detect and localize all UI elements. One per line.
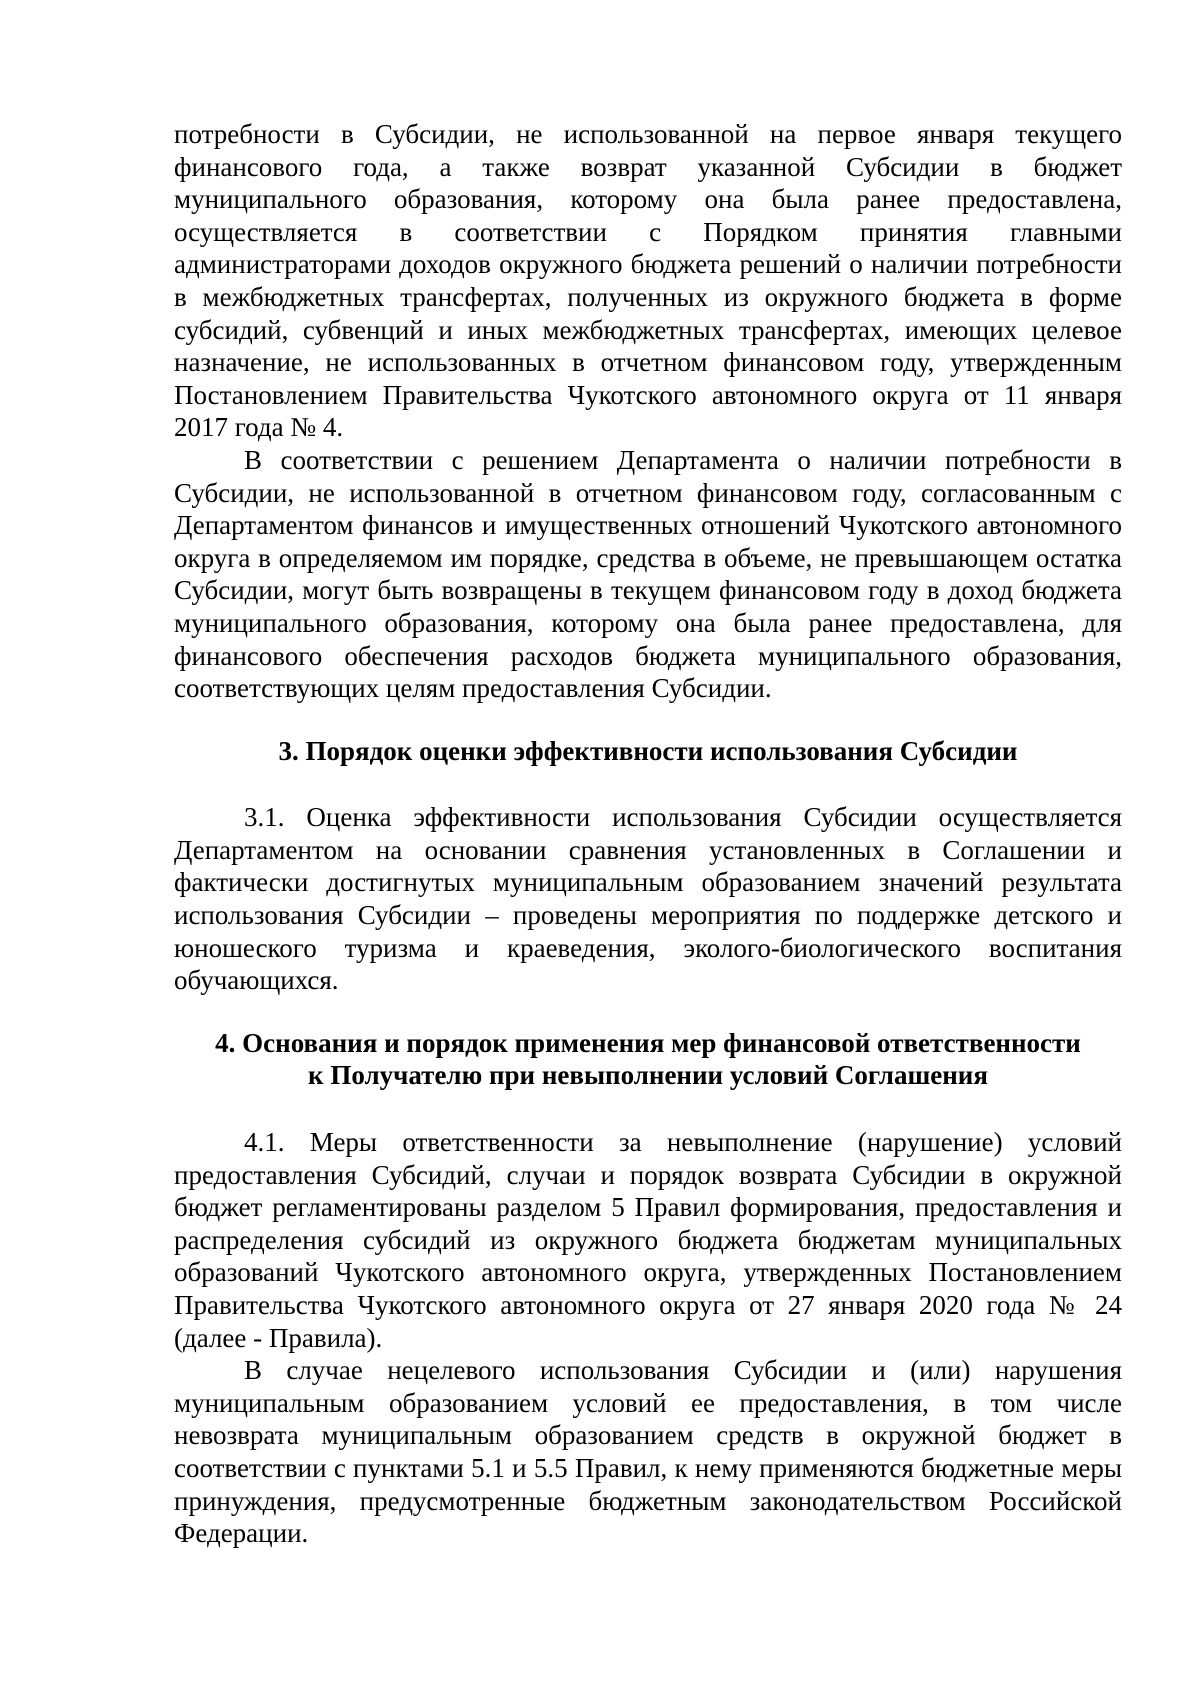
section-4-heading-line2: к Получателю при невыполнении условий Соглашения xyxy=(308,1060,988,1091)
section-3-heading: 3. Порядок оценки эффективности использования Субсидии xyxy=(278,735,1018,766)
paragraph-4-1: 4.1. Меры ответственности за невыполнение (нарушение) условий предоставления Субсидий, случаи и порядок возврата Субсидии в окружной бюджет регламентированы разделом 5 Правил формирования, предоставления и распределения субсидий из окружного бюджета бюджетам муниципальных образований Чукотского автономного округа, утвержденных Постановлением Правительства Чукотского автономного округа от 27 января 2020 года № 24 (далее - Правила). xyxy=(174,1127,1122,1353)
paragraph-3-1: 3.1. Оценка эффективности использования Субсидии осуществляется Департаментом на основании сравнения установленных в Соглашении и фактически достигнутых муниципальным образованием значений результата использования Субсидии – проведены мероприятия по поддержке детского и юношеского туризма и краеведения, эколого-биологического воспитания обучающихся. xyxy=(174,802,1122,996)
paragraph-return-decision: В соответствии с решением Департамента о наличии потребности в Субсидии, не использованной в отчетном финансовом году, согласованным с Департаментом финансов и имущественных отношений Чукотского автономного округа в определяемом им порядке, средства в объеме, не превышающем остатка Субсидии, могут быть возвращены в текущем финансовом году в доход бюджета муниципального образования, которому она была ранее предоставлена, для финансового обеспечения расходов бюджета муниципального образования, соответствующих целям предоставления Субсидии. xyxy=(174,444,1122,704)
section-4-heading xyxy=(174,1027,1122,1092)
document-page xyxy=(174,118,1122,1550)
section-4-heading-line1: 4. Основания и порядок применения мер финансовой ответственности xyxy=(215,1027,1081,1058)
paragraph-continuation: потребности в Субсидии, не использованной на первое января текущего финансового года, а также возврат указанной Субсидии в бюджет муниципального образования, которому она была ранее предоставлена, осуществляется в соответствии с Порядком принятия главными администраторами доходов окружного бюджета решений о наличии потребности в межбюджетных трансфертах, полученных из окружного бюджета в форме субсидий, субвенций и иных межбюджетных трансфертах, имеющих целевое назначение, не использованных в отчетном финансовом году, утвержденным Постановлением Правительства Чукотского автономного округа от 11 января 2017 года № 4. xyxy=(174,119,1122,443)
paragraph-budget-measures: В случае нецелевого использования Субсидии и (или) нарушения муниципальным образованием условий ее предоставления, в том числе невозврата муниципальным образованием средств в окружной бюджет в соответствии с пунктами 5.1 и 5.5 Правил, к нему применяются бюджетные меры принуждения, предусмотренные бюджетным законодательством Российской Федерации. xyxy=(174,1355,1122,1549)
